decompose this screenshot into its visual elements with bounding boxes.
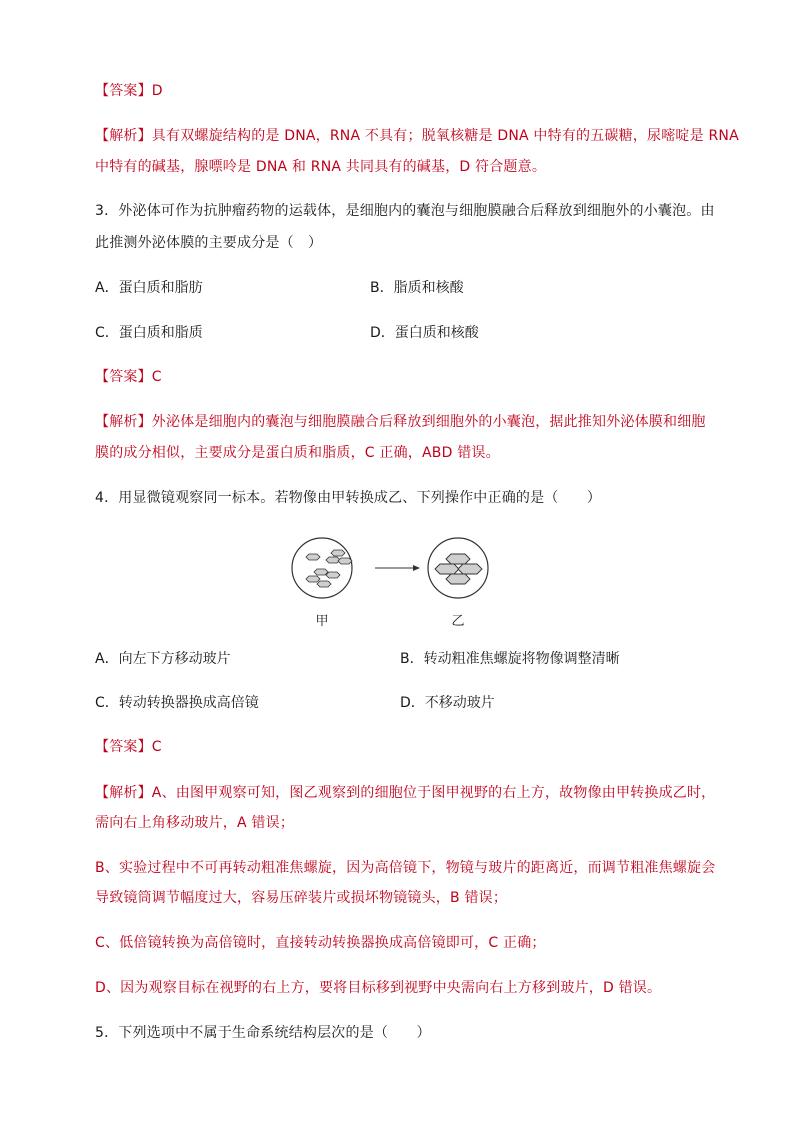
q4-option-a: A．向左下方移动玻片 [95, 651, 231, 667]
cell [446, 574, 470, 584]
figure-label-jia: 甲 [315, 614, 329, 629]
q4-answer: 【答案】C [95, 739, 162, 755]
arrow-head-icon [413, 565, 420, 571]
q4-analysis-line-6: D、因为观察目标在视野的右上方，要将目标移到视野中央需向右上方移到玻片，D 错误。 [95, 980, 662, 996]
cell [435, 564, 459, 574]
cell [314, 569, 328, 575]
microscope-figure [280, 528, 520, 634]
field-of-view-jia [292, 538, 352, 598]
q3-analysis-line-2: 膜的成分相似，主要成分是蛋白质和脂质，C 正确，ABD 错误。 [95, 445, 500, 461]
cell [331, 550, 345, 556]
cells-jia [306, 550, 352, 587]
figure-label-yi: 乙 [451, 614, 465, 629]
q4-analysis-line-2: 需向右上角移动玻片，A 错误； [95, 815, 295, 831]
q2-analysis-line-1: 【解析】具有双螺旋结构的是 DNA，RNA 不具有；脱氧核糖是 DNA 中特有的五碳糖，尿嘧啶是 RNA [95, 128, 739, 144]
q4-stem: 4．用显微镜观察同一标本。若物像由甲转换成乙、下列操作中正确的是（ ） [95, 490, 602, 506]
cell [326, 572, 340, 578]
cell [306, 576, 320, 582]
cell [326, 557, 340, 563]
q4-analysis-line-1: 【解析】A、由图甲观察可知，图乙观察到的细胞位于图甲视野的右上方，故物像由甲转换成乙时， [95, 785, 716, 801]
q3-stem-line-1: 3．外泌体可作为抗肿瘤药物的运载体，是细胞内的囊泡与细胞膜融合后释放到细胞外的小囊泡。由 [95, 203, 715, 219]
q4-analysis-line-4: 导致镜筒调节幅度过大，容易压碎装片或损坏物镜镜头，B 错误； [95, 890, 508, 906]
q3-option-c: C．蛋白质和脂质 [95, 325, 203, 341]
q3-option-a: A．蛋白质和脂肪 [95, 280, 203, 296]
cell [338, 558, 352, 564]
q3-option-b: B．脂质和核酸 [370, 280, 464, 296]
cell [458, 564, 482, 574]
q3-answer: 【答案】C [95, 369, 162, 385]
cells-yi [435, 554, 482, 584]
q3-analysis-line-1: 【解析】外泌体是细胞内的囊泡与细胞膜融合后释放到细胞外的小囊泡，据此推知外泌体膜和细胞 [95, 414, 706, 430]
q5-stem: 5．下列选项中不属于生命系统结构层次的是（ ） [95, 1025, 431, 1041]
q2-answer: 【答案】D [95, 83, 163, 99]
q4-analysis-line-3: B、实验过程中不可再转动粗准焦螺旋，因为高倍镜下，物镜与玻片的距离近，而调节粗准焦螺旋会 [95, 860, 716, 876]
q2-analysis-line-2: 中特有的碱基，腺嘌呤是 DNA 和 RNA 共同具有的碱基，D 符合题意。 [95, 159, 547, 175]
q4-analysis-line-5: C、低倍镜转换为高倍镜时，直接转动转换器换成高倍镜即可，C 正确； [95, 935, 546, 951]
q4-option-c: C．转动转换器换成高倍镜 [95, 695, 259, 711]
microscope-field-diagram [280, 528, 520, 634]
q4-option-d: D．不移动玻片 [400, 695, 495, 711]
q3-stem-line-2: 此推测外泌体膜的主要成分是（ ） [95, 235, 323, 251]
q4-option-b: B．转动粗准焦螺旋将物像调整清晰 [400, 651, 620, 667]
q3-option-d: D．蛋白质和核酸 [370, 325, 479, 341]
cell [317, 581, 331, 587]
cell [446, 554, 470, 564]
cell [306, 554, 320, 560]
